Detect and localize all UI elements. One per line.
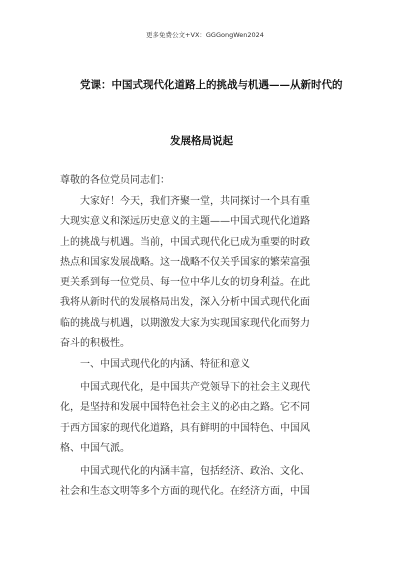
paragraph-line: 更关系到每一位党员、每一位中华儿女的切身利益。在此 — [60, 277, 310, 289]
paragraph-connotation — [60, 462, 360, 503]
paragraph-line: 化，是坚持和发展中国特色社会主义的必由之路。它不同 — [60, 402, 310, 414]
paragraph-line: 大家好！今天，我们齐聚一堂，共同探讨一个具有重 — [80, 196, 310, 207]
paragraph-line: 格、中国气派。 — [60, 442, 130, 454]
paragraph-intro — [60, 192, 360, 354]
document-title-line-2: 发展格局说起 — [170, 135, 233, 147]
document-title-line-1: 党课：中国式现代化道路上的挑战与机遇——从新时代的 — [80, 79, 343, 91]
paragraph-line: 于西方国家的现代化道路，具有鲜明的中国特色、中国风 — [60, 422, 310, 434]
paragraph-line: 热点和国家发展战略。这一战略不仅关乎国家的繁荣富强 — [60, 256, 310, 268]
paragraph-line: 中国式现代化的内涵丰富，包括经济、政治、文化、 — [80, 466, 310, 477]
paragraph-line: 社会和生态文明等多个方面的现代化。在经济方面，中国 — [60, 486, 310, 498]
paragraph-line: 中国式现代化，是中国共产党领导下的社会主义现代 — [80, 382, 310, 393]
section-heading-line: 一、中国式现代化的内涵、特征和意义 — [80, 359, 250, 370]
paragraph-line: 奋斗的积极性。 — [60, 338, 130, 350]
paragraph-line: 我将从新时代的发展格局出发，深入分析中国式现代化面 — [60, 297, 310, 309]
header-note: 更多免费公文+VX：GGGongWen2024 — [146, 31, 264, 39]
greeting-line: 尊敬的各位党员同志们： — [60, 175, 170, 186]
greeting — [60, 171, 360, 191]
section-heading — [60, 355, 360, 375]
paragraph-line: 上的挑战与机遇。当前，中国式现代化已成为重要的时政 — [60, 236, 310, 248]
paragraph-line: 大现实意义和深远历史意义的主题——中国式现代化道路 — [60, 216, 310, 228]
paragraph-line: 临的挑战与机遇，以期激发大家为实现国家现代化而努力 — [60, 317, 310, 329]
paragraph-definition — [60, 378, 360, 459]
